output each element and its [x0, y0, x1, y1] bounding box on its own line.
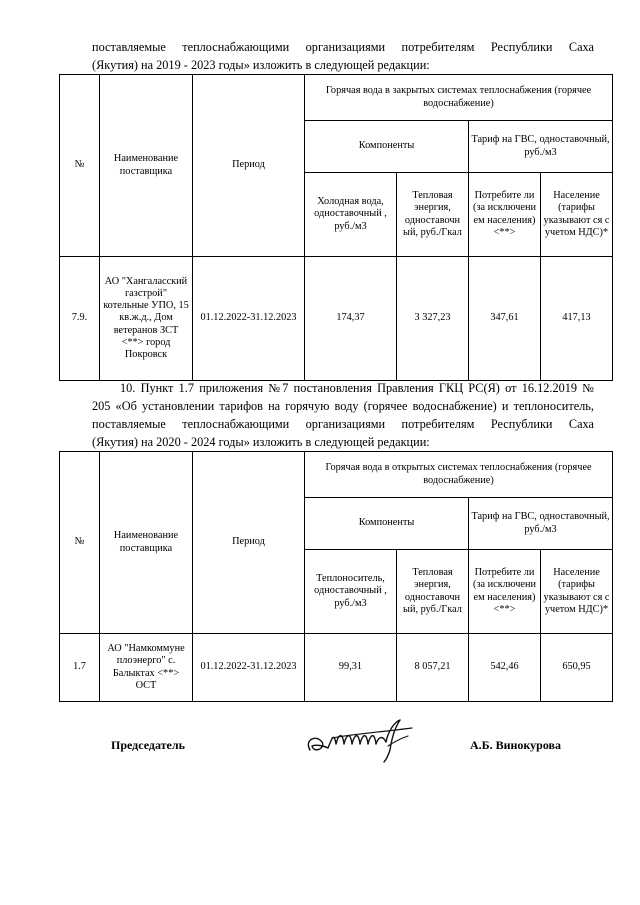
header-supplier: Наименование поставщика	[100, 452, 193, 634]
row-cold-water: 174,37	[305, 257, 397, 381]
row-consumers: 542,46	[469, 634, 541, 702]
table-row	[60, 634, 613, 702]
row-supplier: АО "Намкоммуне плоэнерго" с. Балыктах <**> ОСТ	[100, 634, 193, 702]
row-period: 01.12.2022-31.12.2023	[193, 634, 305, 702]
subheader-cold-water: Холодная вода, одноставочный , руб./м3	[305, 173, 397, 257]
header-period: Период	[193, 75, 305, 257]
subheader-consumers: Потребите ли (за исключени ем населения) <**>	[469, 550, 541, 634]
subheader-population: Население (тарифы указывают ся с учетом НДС)*	[541, 550, 613, 634]
text-line: поставляемые теплоснабжающими организациями потребителям Республики Саха	[92, 417, 594, 431]
subheader-thermal-energy: Тепловая энергия, одноставочн ый, руб./Гкал	[397, 550, 469, 634]
text-line: 205 «Об установлении тарифов на горячую воду (горячее водоснабжение) и теплоноситель,	[92, 399, 594, 413]
row-consumers: 347,61	[469, 257, 541, 381]
subheader-consumers: Потребите ли (за исключени ем населения) <**>	[469, 173, 541, 257]
header-group-title: Горячая вода в закрытых системах теплоснабжения (горячее водоснабжение)	[305, 75, 613, 121]
row-thermal-energy: 3 327,23	[397, 257, 469, 381]
row-number: 1.7	[60, 634, 100, 702]
header-tariff: Тариф на ГВС, одноставочный, руб./м3	[469, 498, 613, 550]
subheader-thermal-energy: Тепловая энергия, одноставочн ый, руб./Гкал	[397, 173, 469, 257]
header-period: Период	[193, 452, 305, 634]
header-number: №	[60, 452, 100, 634]
row-population: 650,95	[541, 634, 613, 702]
tariff-table-closed-systems	[59, 74, 613, 381]
intro-paragraph	[92, 38, 594, 74]
tariff-table-open-systems	[59, 451, 613, 702]
paragraph-10	[92, 379, 594, 451]
subheader-population: Население (тарифы указывают ся с учетом НДС)*	[541, 173, 613, 257]
header-components: Компоненты	[305, 121, 469, 173]
row-period: 01.12.2022-31.12.2023	[193, 257, 305, 381]
table-row	[60, 257, 613, 381]
header-group-title: Горячая вода в открытых системах теплоснабжения (горячее водоснабжение)	[305, 452, 613, 498]
row-supplier: АО "Хангаласский газстрой" котельные УПО, 15 кв.ж.д., Дом ветеранов ЗСТ <**> город Покровск	[100, 257, 193, 381]
text-line: поставляемые теплоснабжающими организациями потребителям Республики Саха	[92, 40, 594, 54]
row-number: 7.9.	[60, 257, 100, 381]
text-line: 10. Пункт 1.7 приложения №7 постановления Правления ГКЦ РС(Я) от 16.12.2019 №	[120, 381, 594, 395]
header-number: №	[60, 75, 100, 257]
row-thermal-energy: 8 057,21	[397, 634, 469, 702]
signatory-title: Председатель	[111, 738, 185, 752]
handwritten-signature	[302, 716, 420, 764]
header-supplier: Наименование поставщика	[100, 75, 193, 257]
text-line: (Якутия) на 2020 - 2024 годы» изложить в следующей редакции:	[92, 435, 430, 449]
header-components: Компоненты	[305, 498, 469, 550]
row-heat-carrier: 99,31	[305, 634, 397, 702]
row-population: 417,13	[541, 257, 613, 381]
signatory-name: А.Б. Винокурова	[470, 738, 562, 752]
header-tariff: Тариф на ГВС, одноставочный, руб./м3	[469, 121, 613, 173]
subheader-heat-carrier: Теплоноситель, одноставочный , руб./м3	[305, 550, 397, 634]
text-line: (Якутия) на 2019 - 2023 годы» изложить в следующей редакции:	[92, 58, 430, 72]
